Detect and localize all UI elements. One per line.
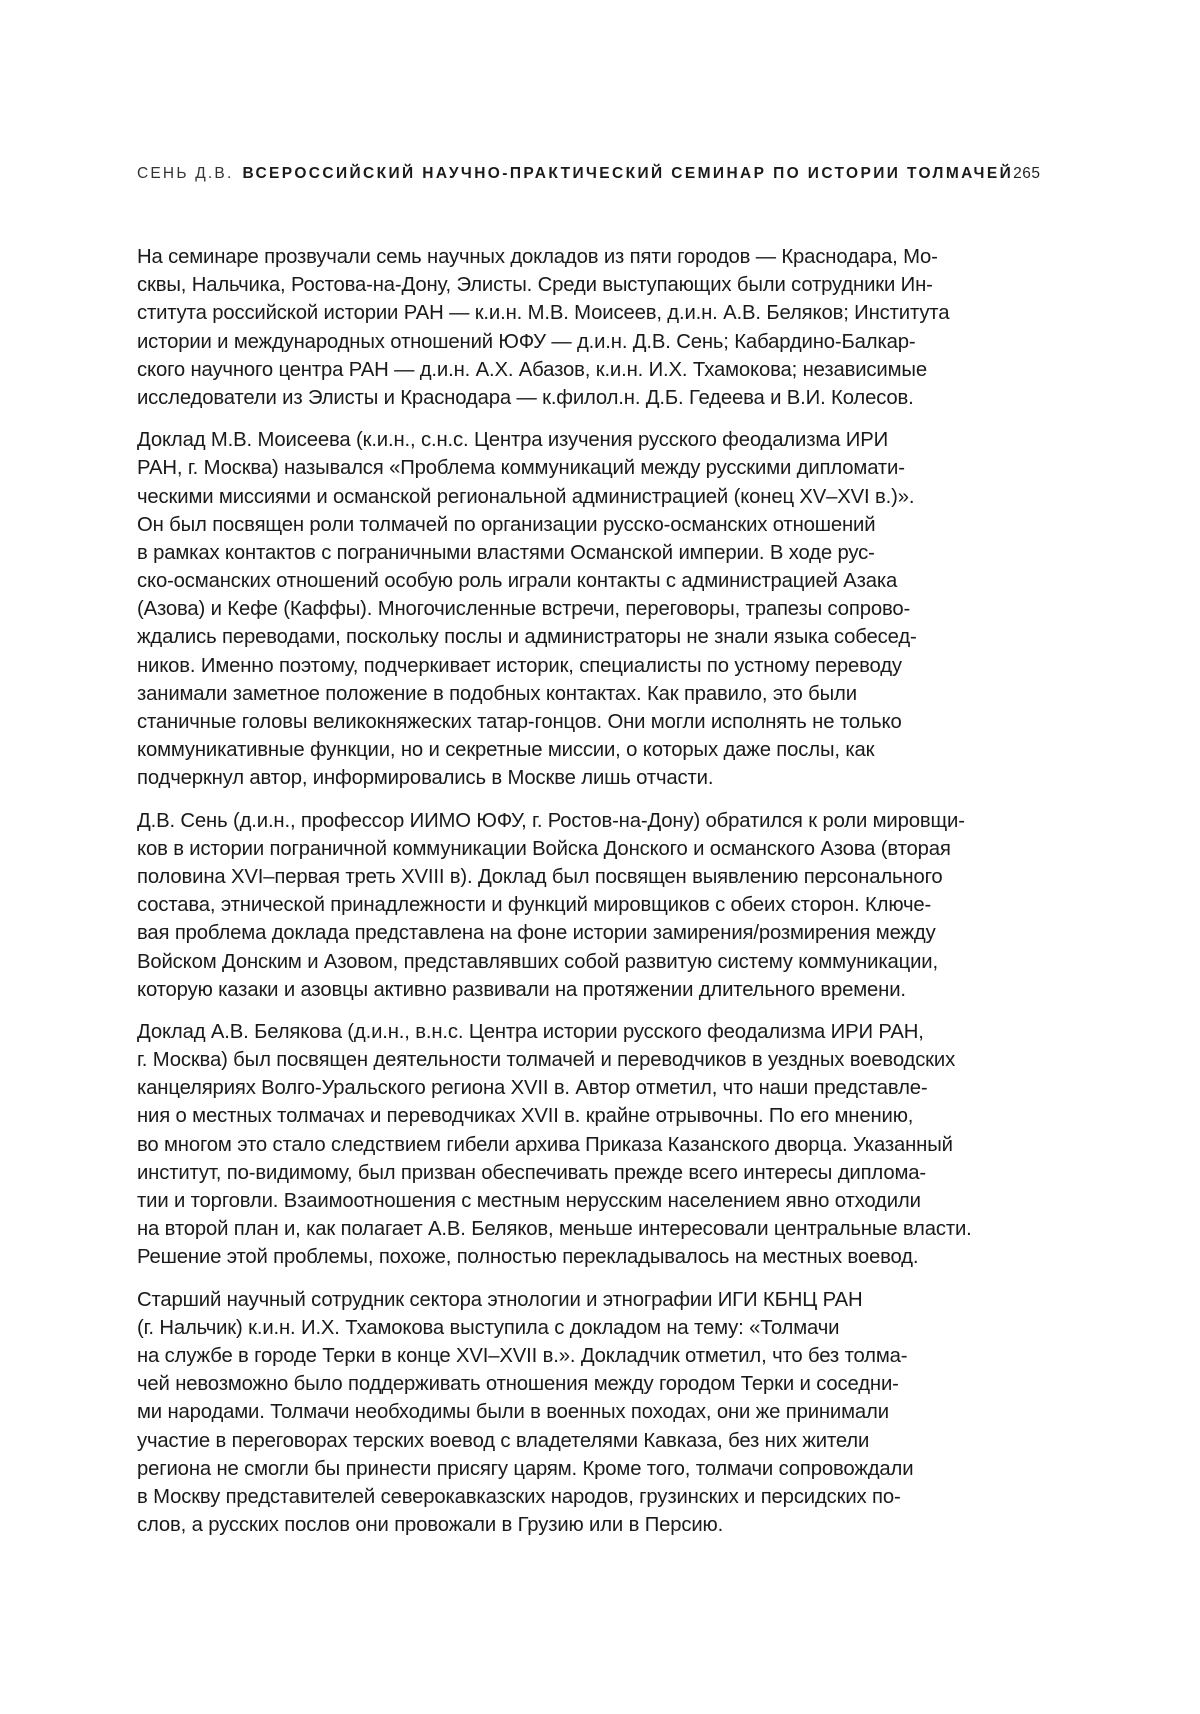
text-line: ского научного центра РАН — д.и.н. А.Х. Абазов, к.и.н. И.Х. Тхамокова; независимые — [137, 356, 995, 384]
text-line: на второй план и, как полагает А.В. Беляков, меньше интересовали центральные власти. — [137, 1215, 995, 1243]
text-line: Решение этой проблемы, похоже, полностью перекладывалось на местных воевод. — [137, 1243, 995, 1271]
text-line: Старший научный сотрудник сектора этнологии и этнографии ИГИ КБНЦ РАН — [137, 1286, 995, 1314]
text-line: ческими миссиями и османской региональной администрацией (конец XV–XVI в.)». — [137, 483, 995, 511]
text-line: институт, по-видимому, был призван обеспечивать прежде всего интересы диплома- — [137, 1159, 995, 1187]
text-line: г. Москва) был посвящен деятельности толмачей и переводчиков в уездных воеводских — [137, 1046, 995, 1074]
text-line: ми народами. Толмачи необходимы были в военных походах, они же принимали — [137, 1398, 995, 1426]
text-line: вая проблема доклада представлена на фоне истории замирения/розмирения между — [137, 919, 995, 947]
text-line: которую казаки и азовцы активно развивали на протяжении длительного времени. — [137, 976, 995, 1004]
text-line: сквы, Нальчика, Ростова-на-Дону, Элисты. Среди выступающих были сотрудники Ин- — [137, 271, 995, 299]
text-line: (Азова) и Кефе (Каффы). Многочисленные встречи, переговоры, трапезы сопрово- — [137, 595, 995, 623]
text-line: истории и международных отношений ЮФУ — д.и.н. Д.В. Сень; Кабардино-Балкар- — [137, 328, 995, 356]
text-line: участие в переговорах терских воевод с владетелями Кавказа, без них жители — [137, 1427, 995, 1455]
text-line: станичные головы великокняжеских татар-гонцов. Они могли исполнять не только — [137, 708, 995, 736]
text-line: РАН, г. Москва) назывался «Проблема коммуникаций между русскими дипломати- — [137, 454, 995, 482]
text-line: канцеляриях Волго-Уральского региона XVII в. Автор отметил, что наши представле- — [137, 1074, 995, 1102]
article-body — [137, 243, 995, 1553]
paragraph — [137, 243, 995, 412]
page — [0, 0, 1200, 1714]
text-line: Доклад А.В. Белякова (д.и.н., в.н.с. Центра истории русского феодализма ИРИ РАН, — [137, 1018, 995, 1046]
paragraph — [137, 426, 995, 792]
text-line: подчеркнул автор, информировались в Москве лишь отчасти. — [137, 764, 995, 792]
text-line: в рамках контактов с пограничными властями Османской империи. В ходе рус- — [137, 539, 995, 567]
running-header — [137, 165, 995, 189]
text-line: во многом это стало следствием гибели архива Приказа Казанского дворца. Указанный — [137, 1131, 995, 1159]
text-line: ников. Именно поэтому, подчеркивает историк, специалисты по устному переводу — [137, 652, 995, 680]
header-author: СЕНЬ Д.В. — [137, 165, 233, 183]
text-line: Войском Донским и Азовом, представлявших собой развитую систему коммуникации, — [137, 948, 995, 976]
text-line: занимали заметное положение в подобных контактах. Как правило, это были — [137, 680, 995, 708]
text-line: региона не смогли бы принести присягу царям. Кроме того, толмачи сопровождали — [137, 1455, 995, 1483]
text-line: коммуникативные функции, но и секретные миссии, о которых даже послы, как — [137, 736, 995, 764]
text-line: Д.В. Сень (д.и.н., профессор ИИМО ЮФУ, г. Ростов-на-Дону) обратился к роли мировщи- — [137, 807, 995, 835]
text-line: состава, этнической принадлежности и функций мировщиков с обеих сторон. Ключе- — [137, 891, 995, 919]
text-line: тии и торговли. Взаимоотношения с местным нерусским населением явно отходили — [137, 1187, 995, 1215]
text-line: На семинаре прозвучали семь научных докладов из пяти городов — Краснодара, Мо- — [137, 243, 995, 271]
text-line: слов, а русских послов они провожали в Грузию или в Персию. — [137, 1511, 995, 1539]
text-line: половина XVI–первая треть XVIII в). Доклад был посвящен выявлению персонального — [137, 863, 995, 891]
text-line: ния о местных толмачах и переводчиках XVII в. крайне отрывочны. По его мнению, — [137, 1102, 995, 1130]
text-line: на службе в городе Терки в конце XVI–XVII в.». Докладчик отметил, что без толма- — [137, 1342, 995, 1370]
page-number: 265 — [1013, 165, 1040, 183]
text-line: ско-османских отношений особую роль играли контакты с администрацией Азака — [137, 567, 995, 595]
paragraph — [137, 1286, 995, 1540]
text-line: чей невозможно было поддерживать отношения между городом Терки и соседни- — [137, 1370, 995, 1398]
text-line: в Москву представителей северокавказских народов, грузинских и персидских по- — [137, 1483, 995, 1511]
header-title: ВСЕРОССИЙСКИЙ НАУЧНО-ПРАКТИЧЕСКИЙ СЕМИНАР ПО ИСТОРИИ ТОЛМАЧЕЙ — [242, 165, 1013, 183]
text-line: ститута российской истории РАН — к.и.н. М.В. Моисеев, д.и.н. А.В. Беляков; Института — [137, 299, 995, 327]
text-line: ждались переводами, поскольку послы и администраторы не знали языка собесед- — [137, 623, 995, 651]
paragraph — [137, 1018, 995, 1272]
paragraph — [137, 807, 995, 1004]
text-line: (г. Нальчик) к.и.н. И.Х. Тхамокова выступила с докладом на тему: «Толмачи — [137, 1314, 995, 1342]
text-line: Доклад М.В. Моисеева (к.и.н., с.н.с. Центра изучения русского феодализма ИРИ — [137, 426, 995, 454]
text-line: Он был посвящен роли толмачей по организации русско-османских отношений — [137, 511, 995, 539]
text-line: исследователи из Элисты и Краснодара — к.филол.н. Д.Б. Гедеева и В.И. Колесов. — [137, 384, 995, 412]
text-line: ков в истории пограничной коммуникации Войска Донского и османского Азова (вторая — [137, 835, 995, 863]
